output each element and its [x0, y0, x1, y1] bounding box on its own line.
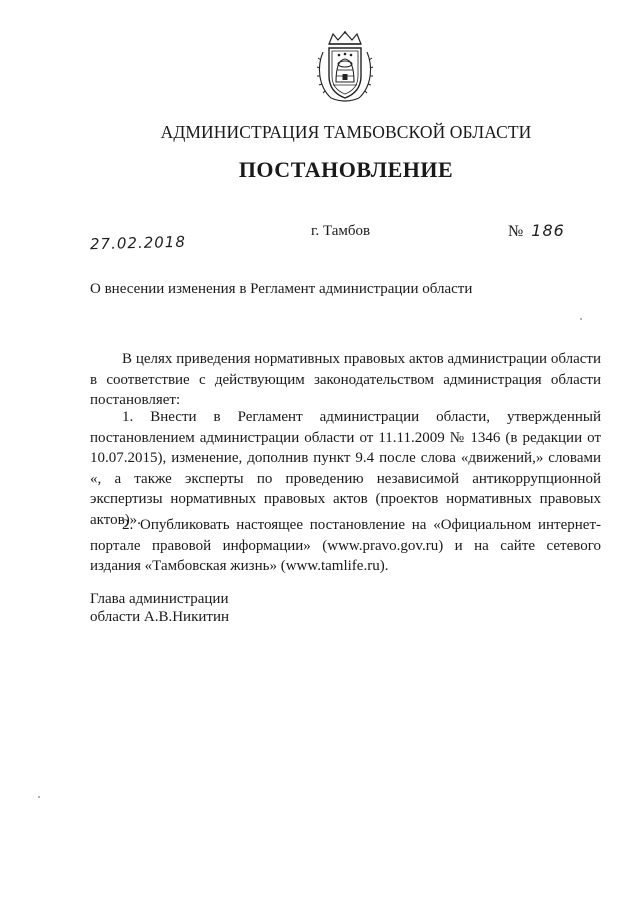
document-number: [508, 221, 565, 241]
scan-speck: [580, 318, 582, 320]
paragraph-item-1: [90, 407, 601, 530]
signature-position: Глава администрации: [90, 591, 229, 607]
paragraph-text: 2. Опубликовать настоящее постановление на «Официальном интернет-портале правовой информации» (www.pravo.gov.ru) и на сайте сетевого издания «Тамбовская жизнь» (www.tamlife.ru).: [90, 517, 601, 574]
number-label: №: [508, 223, 524, 240]
number-value: 186: [531, 221, 565, 240]
paragraph-preamble: [90, 349, 601, 411]
signature-block: [90, 590, 229, 626]
coat-of-arms-icon: [315, 30, 375, 106]
coat-of-arms-emblem: [315, 30, 375, 106]
paragraph-item-2: [90, 515, 601, 577]
organization-title: АДМИНИСТРАЦИЯ ТАМБОВСКОЙ ОБЛАСТИ: [160, 122, 532, 142]
document-type-heading: ПОСТАНОВЛЕНИЕ: [238, 157, 454, 182]
document-date: 27.02.2018: [89, 232, 187, 254]
paragraph-text: 1. Внести в Регламент администрации области, утвержденный постановлением администрации области от 11.11.2009 № 1346 (в редакции от 10.07.2015), изменение, дополнив пункт 9.4 после слова «движений,» словами «, а также эксперты по проведению независимой антикоррупционной экспертизы нормативных правовых актов (проектов нормативных правовых актов)».: [90, 409, 601, 528]
paragraph-text: В целях приведения нормативных правовых актов администрации области в соответствие с действующим законодательством администрация области постановляет:: [90, 351, 601, 408]
document-subject: О внесении изменения в Регламент администрации области: [90, 281, 473, 297]
scan-speck: [38, 796, 40, 798]
document-city: г. Тамбов: [311, 223, 371, 239]
signature-name: области А.В.Никитин: [90, 609, 230, 625]
